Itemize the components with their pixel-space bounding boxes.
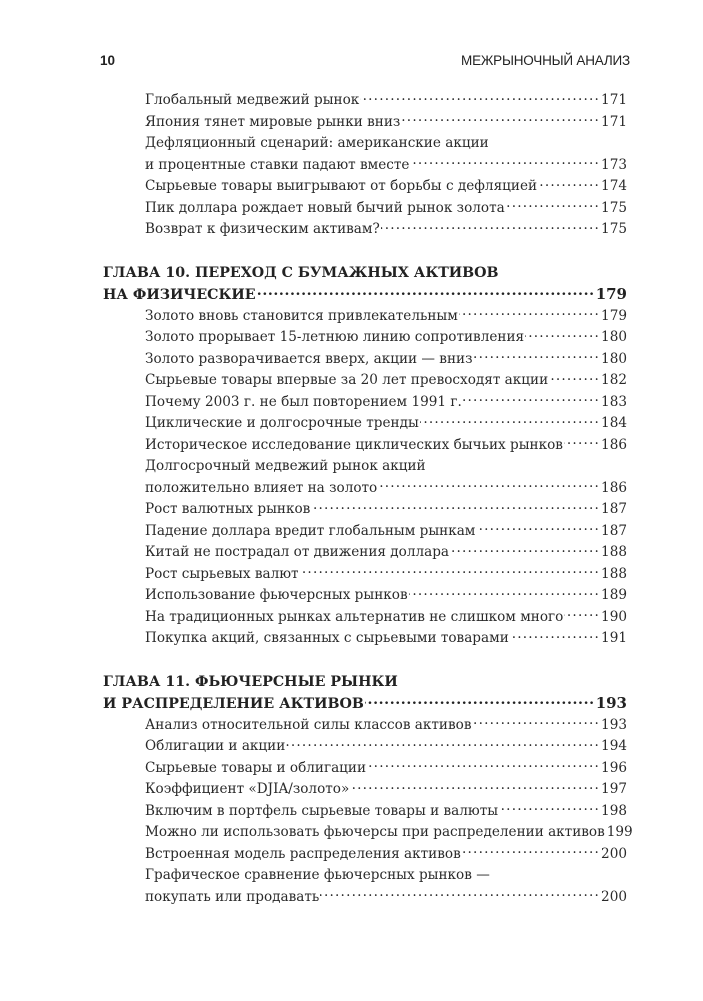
- toc-entry-title: Сырьевые товары выигрывают от борьбы с дефляцией: [145, 178, 538, 194]
- toc-entry[interactable]: [103, 564, 627, 586]
- toc-entry[interactable]: [103, 327, 627, 349]
- toc-entry[interactable]: [103, 413, 627, 435]
- toc-entry[interactable]: [103, 715, 627, 737]
- dot-leader: [459, 306, 600, 320]
- toc-entry[interactable]: [103, 585, 627, 607]
- toc-entry-page-number: 180: [601, 329, 627, 345]
- toc-entry[interactable]: [103, 133, 627, 176]
- toc-entry[interactable]: [103, 628, 627, 650]
- toc-section: [103, 263, 627, 650]
- toc-entry-title: Дефляционный сценарий: американские акции: [145, 135, 489, 151]
- toc-entry-line: [145, 499, 627, 521]
- chapter-heading-title: И РАСПРЕДЕЛЕНИЕ АКТИВОВ: [103, 695, 364, 712]
- toc-entry-page-number: 184: [601, 415, 627, 431]
- toc-entry-title: покупать или продавать: [145, 888, 320, 905]
- toc-entry-title: Коэффициент «DJIA/золото»: [145, 781, 350, 797]
- toc-entry-title: На традиционных рынках альтернатив не слишком много: [145, 608, 564, 625]
- chapter-heading-title: ГЛАВА 10. ПЕРЕХОД С БУМАЖНЫХ АКТИВОВ: [103, 264, 499, 281]
- dot-leader: [538, 176, 600, 190]
- dot-leader: [401, 112, 600, 126]
- dot-leader: [462, 844, 600, 858]
- dot-leader: [350, 779, 600, 793]
- dot-leader: [450, 542, 600, 556]
- toc-entry-page-number: 200: [601, 888, 627, 905]
- chapter-heading-line: [103, 693, 627, 715]
- toc-entry-page-number: 186: [601, 479, 627, 496]
- toc-entry-line: [145, 112, 627, 134]
- toc-entry-line: [145, 822, 633, 844]
- toc-entry-title: Китай не пострадал от движения доллара: [145, 544, 450, 560]
- toc-entry-page-number: 198: [601, 802, 627, 819]
- toc-entry-page-number: 186: [601, 436, 627, 453]
- toc-entry-line: [145, 349, 627, 371]
- dot-leader: [409, 585, 600, 599]
- running-header: [100, 53, 630, 73]
- toc-entry-line: [145, 865, 627, 887]
- toc-entry-line: [145, 327, 627, 349]
- toc-entry-page-number: 189: [601, 587, 627, 603]
- toc-entry-title: Пик доллара рождает новый бычий рынок золота: [145, 199, 505, 216]
- toc-entry[interactable]: [103, 198, 627, 220]
- toc-entry-line: [145, 844, 627, 866]
- toc-entry-page-number: 197: [601, 781, 627, 797]
- toc-entry-page-number: 191: [601, 630, 627, 646]
- toc-entry-page-number: 174: [601, 178, 627, 194]
- dot-leader: [472, 715, 600, 729]
- chapter-heading-line: [103, 672, 627, 693]
- toc-entry[interactable]: [103, 392, 627, 414]
- dot-leader: [410, 155, 600, 169]
- toc-entry-line: [145, 542, 627, 564]
- toc-entry-line: [145, 736, 627, 758]
- toc-entry-line: [145, 564, 627, 586]
- dot-leader: [381, 219, 600, 233]
- toc-section: [103, 90, 627, 241]
- toc-entry-line: [145, 607, 627, 629]
- toc-entry-page-number: 173: [601, 156, 627, 173]
- dot-leader: [257, 284, 595, 298]
- dot-leader: [300, 564, 600, 578]
- toc-entry[interactable]: [103, 736, 627, 758]
- toc-entry-title: Глобальный медвежий рынок: [145, 92, 360, 108]
- dot-leader: [311, 499, 600, 513]
- toc-entry-page-number: 171: [601, 92, 627, 108]
- toc-entry-title: и процентные ставки падают вместе: [145, 156, 410, 173]
- toc-entry-page-number: 196: [601, 759, 627, 776]
- toc-entry-page-number: 180: [601, 350, 627, 367]
- toc-entry[interactable]: [103, 499, 627, 521]
- toc-entry-title: Сырьевые товары впервые за 20 лет превосходят акции: [145, 372, 549, 388]
- chapter-heading-line: [103, 284, 627, 306]
- toc-entry-page-number: 188: [601, 565, 627, 582]
- dot-leader: [367, 758, 600, 772]
- toc-entry[interactable]: [103, 521, 627, 543]
- toc-entry-line: [145, 133, 627, 155]
- toc-entry-line: [145, 435, 627, 457]
- toc-entry-line: [145, 392, 627, 414]
- toc-entry-line: [145, 176, 627, 198]
- dot-leader: [499, 801, 600, 815]
- chapter-heading[interactable]: [103, 672, 627, 715]
- toc-entry[interactable]: [103, 542, 627, 564]
- toc-entry[interactable]: [103, 779, 627, 801]
- toc-section: [103, 672, 633, 909]
- toc-entry[interactable]: [103, 758, 627, 780]
- toc-entry-page-number: 199: [606, 824, 633, 840]
- toc-entry[interactable]: [103, 607, 627, 629]
- toc-entry-line: [145, 478, 627, 500]
- toc-entry-title: Графическое сравнение фьючерсных рынков —: [145, 867, 490, 883]
- dot-leader: [365, 693, 595, 707]
- toc-entry-title: Сырьевые товары и облигации: [145, 759, 367, 776]
- toc-entry-title: Облигации и акции: [145, 738, 286, 754]
- toc-entry-page-number: 200: [601, 845, 627, 862]
- toc-entry-page-number: 175: [601, 221, 627, 237]
- toc-entry[interactable]: [103, 349, 627, 371]
- toc-entry-line: [145, 521, 627, 543]
- running-title: МЕЖРЫНОЧНЫЙ АНАЛИЗ: [461, 53, 630, 68]
- toc-entry-line: [145, 90, 627, 112]
- dot-leader: [320, 887, 600, 901]
- dot-leader: [286, 736, 600, 750]
- toc-entry-title: Почему 2003 г. не был повторением 1991 г.: [145, 393, 462, 410]
- toc-entry-title: Рост сырьевых валют: [145, 565, 299, 582]
- toc-entry-title: Рост валютных рынков: [145, 501, 311, 517]
- toc-entry-title: Включим в портфель сырьевые товары и валюты: [145, 802, 499, 819]
- toc-entry[interactable]: [103, 801, 627, 823]
- page-number: 10: [100, 53, 116, 68]
- toc-entry-page-number: 194: [601, 738, 627, 754]
- toc-entry-line: [145, 758, 627, 780]
- dot-leader: [564, 607, 600, 621]
- toc-entry-title: Золото разворачивается вверх, акции — вниз: [145, 350, 473, 367]
- chapter-heading-line: [103, 263, 627, 284]
- toc-entry[interactable]: [103, 112, 627, 134]
- toc-entry-title: Использование фьючерсных рынков: [145, 587, 408, 603]
- toc-entry-page-number: 179: [601, 307, 627, 324]
- toc-entry-title: Анализ относительной силы классов активов: [145, 716, 472, 733]
- dot-leader: [525, 327, 600, 341]
- toc-entry-line: [145, 413, 627, 435]
- toc-entry[interactable]: [103, 865, 627, 908]
- toc-entry-line: [145, 715, 627, 737]
- toc-entry-line: [145, 155, 627, 177]
- toc-entry-line: [145, 306, 627, 328]
- toc-entry[interactable]: [103, 219, 627, 241]
- dot-leader: [474, 349, 601, 363]
- toc-entry-title: Возврат к физическим активам?: [145, 221, 380, 237]
- toc-entry-title: Циклические и долгосрочные тренды: [145, 415, 419, 431]
- toc-entry[interactable]: [103, 822, 633, 844]
- chapter-heading-page-number: 179: [595, 284, 627, 303]
- toc-entry-page-number: 187: [601, 501, 627, 517]
- toc-entry-line: [145, 779, 627, 801]
- toc-entry[interactable]: [103, 435, 627, 457]
- toc-entry-title: Золото вновь становится привлекательным: [145, 307, 458, 324]
- toc-entry-line: [145, 628, 627, 650]
- chapter-heading-title: ГЛАВА 11. ФЬЮЧЕРСНЫЕ РЫНКИ: [103, 673, 398, 690]
- toc-entry-title: Падение доллара вредит глобальным рынкам: [145, 522, 476, 539]
- toc-entry-title: положительно влияет на золото: [145, 479, 378, 496]
- toc-entry[interactable]: [103, 176, 627, 198]
- toc-entry[interactable]: [103, 90, 627, 112]
- chapter-heading-page-number: 193: [595, 693, 627, 712]
- toc-entry-title: Встроенная модель распределения активов: [145, 845, 461, 862]
- dot-leader: [564, 435, 600, 449]
- toc-entry-title: Золото прорывает 15-летнюю линию сопротивления: [145, 329, 525, 345]
- toc-entry-page-number: 171: [601, 113, 627, 130]
- dot-leader: [420, 413, 600, 427]
- dot-leader: [510, 628, 600, 642]
- toc-entry-page-number: 190: [601, 608, 627, 625]
- toc-entry-page-number: 175: [601, 199, 627, 216]
- dot-leader: [360, 90, 600, 104]
- dot-leader: [476, 521, 600, 535]
- toc-entry[interactable]: [103, 844, 627, 866]
- table-of-contents: [103, 90, 633, 908]
- dot-leader: [463, 392, 600, 406]
- toc-entry-line: [145, 456, 627, 478]
- dot-leader: [506, 198, 600, 212]
- toc-entry-line: [145, 887, 627, 909]
- dot-leader: [378, 478, 600, 492]
- toc-entry-title: Покупка акций, связанных с сырьевыми товарами: [145, 630, 509, 646]
- toc-entry-page-number: 182: [601, 372, 627, 388]
- toc-entry-page-number: 183: [601, 393, 627, 410]
- toc-entry-page-number: 187: [601, 522, 627, 539]
- toc-entry[interactable]: [103, 306, 627, 328]
- toc-entry-line: [145, 585, 627, 607]
- toc-entry-line: [145, 370, 627, 392]
- toc-entry-page-number: 193: [601, 716, 627, 733]
- toc-entry-title: Долгосрочный медвежий рынок акций: [145, 458, 426, 474]
- toc-entry[interactable]: [103, 456, 627, 499]
- dot-leader: [549, 370, 600, 384]
- chapter-heading[interactable]: [103, 263, 627, 306]
- chapter-heading-title: НА ФИЗИЧЕСКИЕ: [103, 286, 256, 303]
- toc-entry-line: [145, 198, 627, 220]
- toc-entry-title: Можно ли использовать фьючерсы при распределении активов: [145, 824, 605, 840]
- toc-entry-line: [145, 219, 627, 241]
- toc-entry-line: [145, 801, 627, 823]
- toc-entry-title: Япония тянет мировые рынки вниз: [145, 113, 401, 130]
- toc-entry-title: Историческое исследование циклических бычьих рынков: [145, 436, 563, 453]
- toc-entry[interactable]: [103, 370, 627, 392]
- toc-entry-page-number: 188: [601, 544, 627, 560]
